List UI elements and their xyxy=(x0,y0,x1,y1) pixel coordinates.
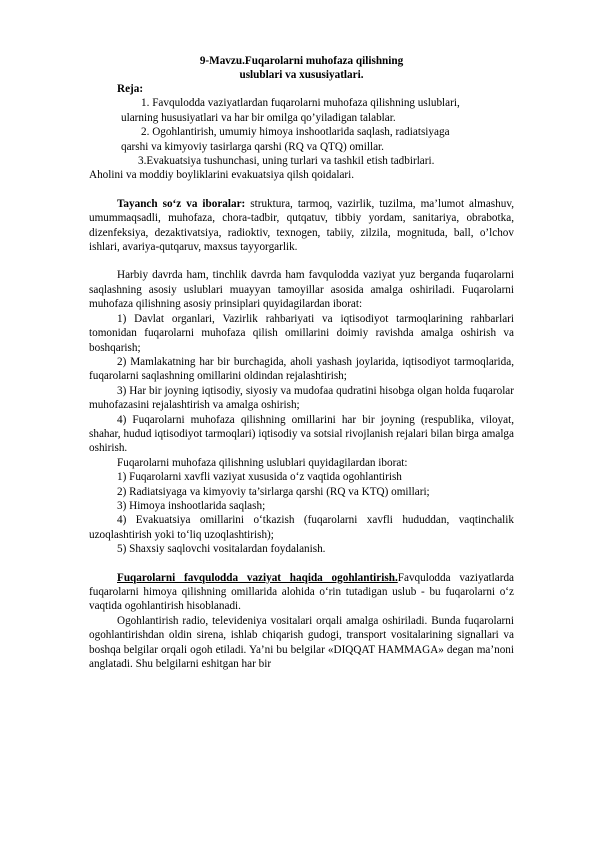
method-1: 1) Fuqarolarni xavfli vaziyat xususida o‘z vaqtida ogohlantirish xyxy=(117,471,402,484)
method-3: 3) Himoya inshootlarida saqlash; xyxy=(117,499,266,512)
warning-text: Favqulodda vaziyatlarda fuqarolarni himoya qilishning omillarida alohida o‘rin tutadigan uslub - bu fuqarolarni o‘z vaqtida ogohlantirish hisoblanadi. xyxy=(89,571,515,613)
title-line-1: 9-Mavzu.Fuqarolarni muhofaza qilishning xyxy=(199,55,404,67)
methods-intro: Fuqarolarni muhofaza qilishning uslublari quyidagilardan iborat: xyxy=(117,456,408,469)
keywords-text: struktura, tarmoq, vazirlik, tuzilma, ma’lumot almashuv, umummaqsadli, muhofaza, chora-tadbir, qutqatuv, tibbiy yordam, sanitariya, obrabotka, dizenfeksiya, dezaktivatsiya, radioktiv, texnogen, tabiiy, zilzila, mognituda, ball, o’lchov ishlari, avariya-qutqaruv, maxsus tayyorgarlik. xyxy=(89,197,514,254)
plan-item-2-line-2: qarshi va kimyoviy tasirlarga qarshi (RQ va QTQ) omillar. xyxy=(121,140,384,153)
last-paragraph: Ogohlantirish radio, televideniya vositalari orqali amalga oshiriladi. Bunda fuqarolarni ogohlantirishdan oldin sirena, ishlab chiqarish gudogi, transport vositalarining signallari va boshqa belgilar orqali ogoh etiladi. Ya’ni bu belgilar «DIQQAT HAMMAGA» degan ma’noni anglatadi. Shu belgilarni eshitgan har bir xyxy=(89,614,514,671)
plan-label: Reja: xyxy=(117,83,144,95)
principle-2: 2) Mamlakatning har bir burchagida, aholi yashash joylarida, iqtisodiyot tarmoqlarida, fuqarolarni saqlashning omillarini oldindan rejalashtirish; xyxy=(89,355,514,383)
plan-item-3-line-2: Aholini va moddiy boyliklarini evakuatsiya qilsh qoidalari. xyxy=(89,169,355,182)
page-title xyxy=(89,55,514,82)
principle-4: 4) Fuqarolarni muhofaza qilishning omillarini har bir joyning (respublika, viloyat, shahar, hudud iqtisodiyot tarmoqlari) iqtisodiy va sotsial rivojlanish rejalari bilan birga amalga oshirish. xyxy=(89,413,514,455)
method-2: 2) Radiatsiyaga va kimyoviy ta’sirlarga qarshi (RQ va KTQ) omillari; xyxy=(117,485,430,498)
method-4: 4) Evakuatsiya omillarini o‘tkazish (fuqarolarni xavfli hududdan, vaqtinchalik uzoqlashtirish yoki to‘liq uzoqlashtirish); xyxy=(89,514,514,541)
keywords-paragraph xyxy=(89,197,514,255)
document-page xyxy=(89,55,514,671)
plan-item-1-line-1: 1. Favqulodda vaziyatlardan fuqarolarni muhofaza qilishning uslublari, xyxy=(141,97,460,110)
warning-heading: Fuqarolarni favqulodda vaziyat haqida ogohlantirish. xyxy=(117,571,398,584)
principle-3: 3) Har bir joyning iqtisodiy, siyosiy va mudofaa qudratini hisobga olgan holda fuqarolar muhofazasini rejalashtirish va amalga oshirish; xyxy=(89,384,514,412)
title-line-2: uslublari va xususiyatlari. xyxy=(239,68,364,81)
warning-paragraph xyxy=(89,571,514,614)
plan-item-1-line-2: ularning hususiyatlari va har bir omilga qo’yiladigan talablar. xyxy=(121,111,396,124)
principle-1: 1) Davlat organlari, Vazirlik rahbariyati va iqtisodiyot tarmoqlarining rahbarlari tomonidan fuqarolarni muhofaza qilish omillarini doimiy ravishda amalga oshirish va boshqarish; xyxy=(89,312,514,354)
method-5: 5) Shaxsiy saqlovchi vositalardan foydalanish. xyxy=(117,543,326,556)
intro-paragraph: Harbiy davrda ham, tinchlik davrda ham favqulodda vaziyat yuz berganda fuqarolarni saqlashning asosiy uslublari muayyan tamoyillar asosida amalga oshiriladi. Fuqarolarni muhofaza qilishning asosiy prinsiplari quyidagilardan iborat: xyxy=(89,269,514,311)
plan-item-2-line-1: 2. Ogohlantirish, umumiy himoya inshootlarida saqlash, radiatsiyaga xyxy=(141,126,450,139)
keywords-label: Tayanch so‘z va iboralar: xyxy=(117,197,246,210)
plan-item-3-line-1: 3.Evakuatsiya tushunchasi, uning turlari va tashkil etish tadbirlari. xyxy=(138,155,435,168)
